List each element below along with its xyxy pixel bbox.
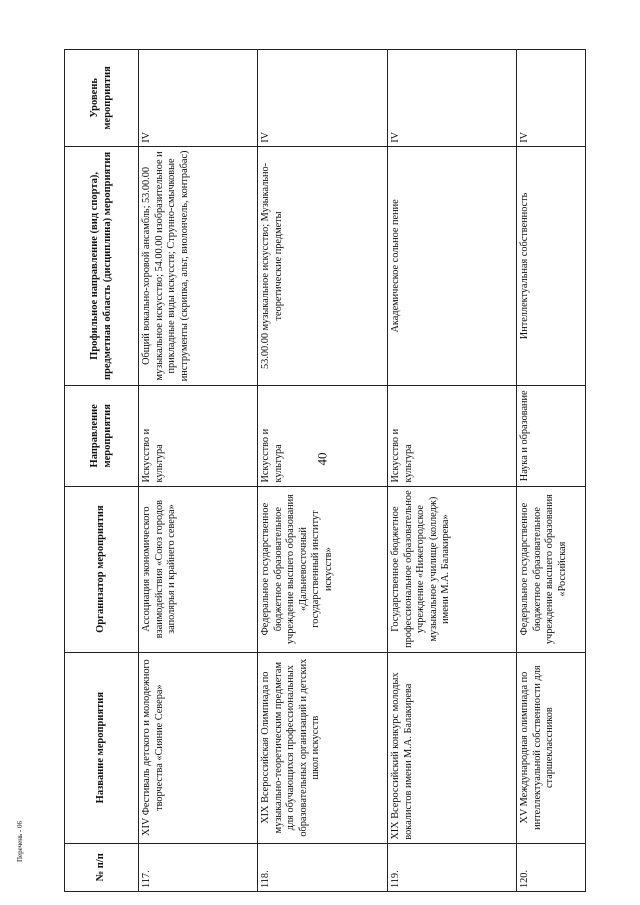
table-row — [258, 50, 388, 892]
header-level: Уровень мероприятия — [65, 50, 139, 147]
row-num: 120. — [517, 843, 586, 891]
event-profile: 53.00.00 музыкальное искусство; Музыкально-теоретические предметы — [258, 146, 388, 385]
footer-note: Перечень - 06 — [16, 821, 24, 862]
event-direction: Искусство и культура — [388, 386, 517, 486]
table-row — [388, 50, 517, 892]
event-organizer: Федеральное государственное бюджетное образовательное учреждение высшего образования «Дальневосточный государственный институт искусств» — [258, 486, 388, 652]
event-direction: Наука и образование — [517, 386, 586, 486]
event-level: IV — [517, 50, 586, 147]
event-level: IV — [388, 50, 517, 147]
event-name: XV Международная олимпиада по интеллектуальной собственности для старшеклассников — [517, 652, 586, 843]
event-organizer-text: Федеральное государственное бюджетное образовательное учреждение высшего образования «Российская — [519, 494, 568, 645]
event-level: IV — [258, 50, 388, 147]
event-organizer: Ассоциация экономического взаимодействия «Союз городов заполярья и крайнего севера» — [139, 486, 258, 652]
event-name: XIV Фестиваль детского и молодежного творчества «Сияние Севера» — [139, 652, 258, 843]
header-num: № п/п — [65, 843, 139, 891]
event-organizer: Государственное бюджетное профессиональное образовательное учреждение «Нижегородское музыкальное училище (колледж) имени М.А. Балакирева» — [388, 486, 517, 652]
event-name: XIX Всероссийский конкурс молодых вокалистов имени М.А. Балакирева — [388, 652, 517, 843]
event-level: IV — [139, 50, 258, 147]
row-num: 119. — [388, 843, 517, 891]
event-profile: Академическое сольное пение — [388, 146, 517, 385]
header-direction: Направление мероприятия — [65, 386, 139, 486]
row-num: 117. — [139, 843, 258, 891]
header-name: Название мероприятия — [65, 652, 139, 843]
events-table — [64, 49, 586, 892]
event-profile: Общий вокально-хоровой ансамбль; 53.00.00 музыкальное искусство; 54.00.00 изобразительное и прикладные виды искусств; Струнно-смычковые инструменты (скрипка, альт, виолончель, контрабас) — [139, 146, 258, 385]
event-direction: Искусство и культура — [258, 386, 388, 486]
header-profile: Профильное направление (вид спорта), предметная область (дисциплина) мероприятия — [65, 146, 139, 385]
row-num: 118. — [258, 843, 388, 891]
table-row — [139, 50, 258, 892]
table-header-row — [65, 50, 139, 892]
event-direction: Искусство и культура — [139, 386, 258, 486]
table-row — [517, 50, 586, 892]
event-profile: Интеллектуальная собственность — [517, 146, 586, 385]
header-organizer: Организатор мероприятия — [65, 486, 139, 652]
event-name: XIX Всероссийская Олимпиада по музыкально-теоретическим предметам для обучающихся профессиональных образовательных организаций и детских школ искусств — [258, 652, 388, 843]
page-number: 40 — [314, 452, 330, 466]
event-organizer — [517, 486, 586, 652]
